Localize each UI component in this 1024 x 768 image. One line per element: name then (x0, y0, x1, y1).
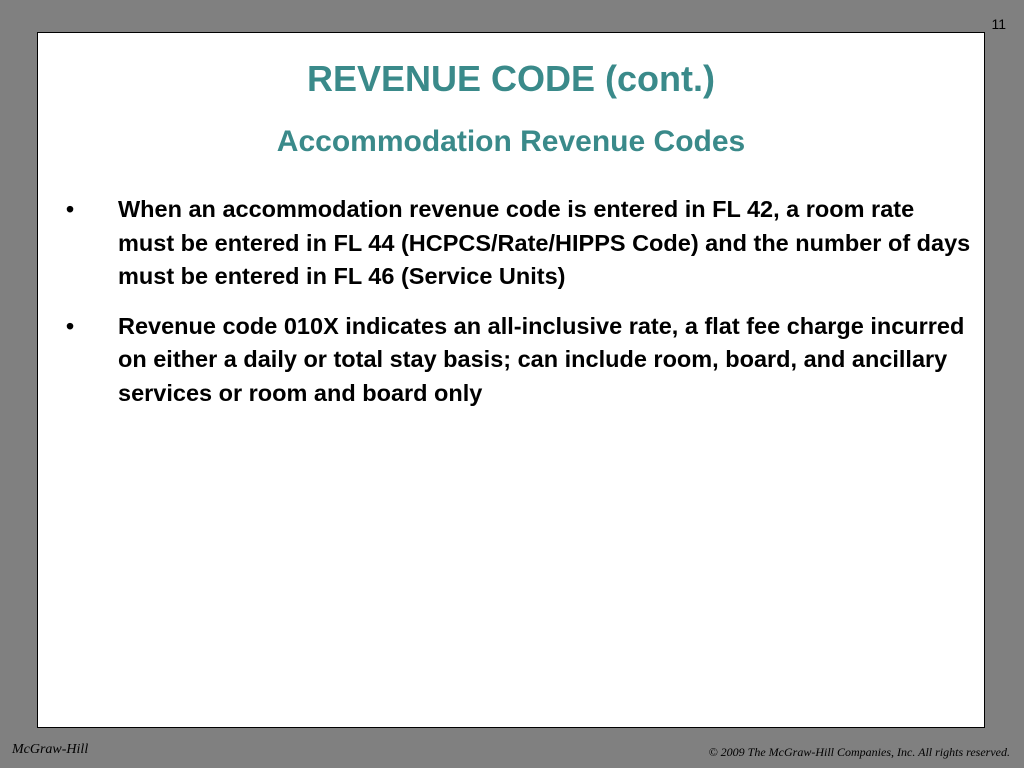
copyright-notice: © 2009 The McGraw-Hill Companies, Inc. All rights reserved. (708, 745, 1010, 759)
bullet-item (66, 193, 976, 294)
bullet-marker: • (66, 312, 75, 339)
slide-subtitle: Accommodation Revenue Codes (276, 125, 746, 158)
slide-number: 11 (991, 16, 1006, 32)
slide-title: REVENUE CODE (cont.) (306, 58, 716, 99)
slide-content-panel (37, 32, 985, 728)
publisher-logo-text: McGraw-Hill (12, 742, 89, 757)
bullet-item (66, 310, 976, 411)
bullet-marker: • (66, 196, 75, 222)
bullet-text: When an accommodation revenue code is entered in FL 42, a room rate must be entered in FL 44 (HCPCS/Rate/HIPPS Code) and the number of days must be entered in FL 46 (Service Units) (118, 196, 971, 289)
bullet-list (66, 193, 976, 426)
bullet-text: Revenue code 010X indicates an all-inclusive rate, a flat fee charge incurred on either a daily or total stay basis; can include room, board, and ancillary services or room and board only (118, 312, 965, 406)
